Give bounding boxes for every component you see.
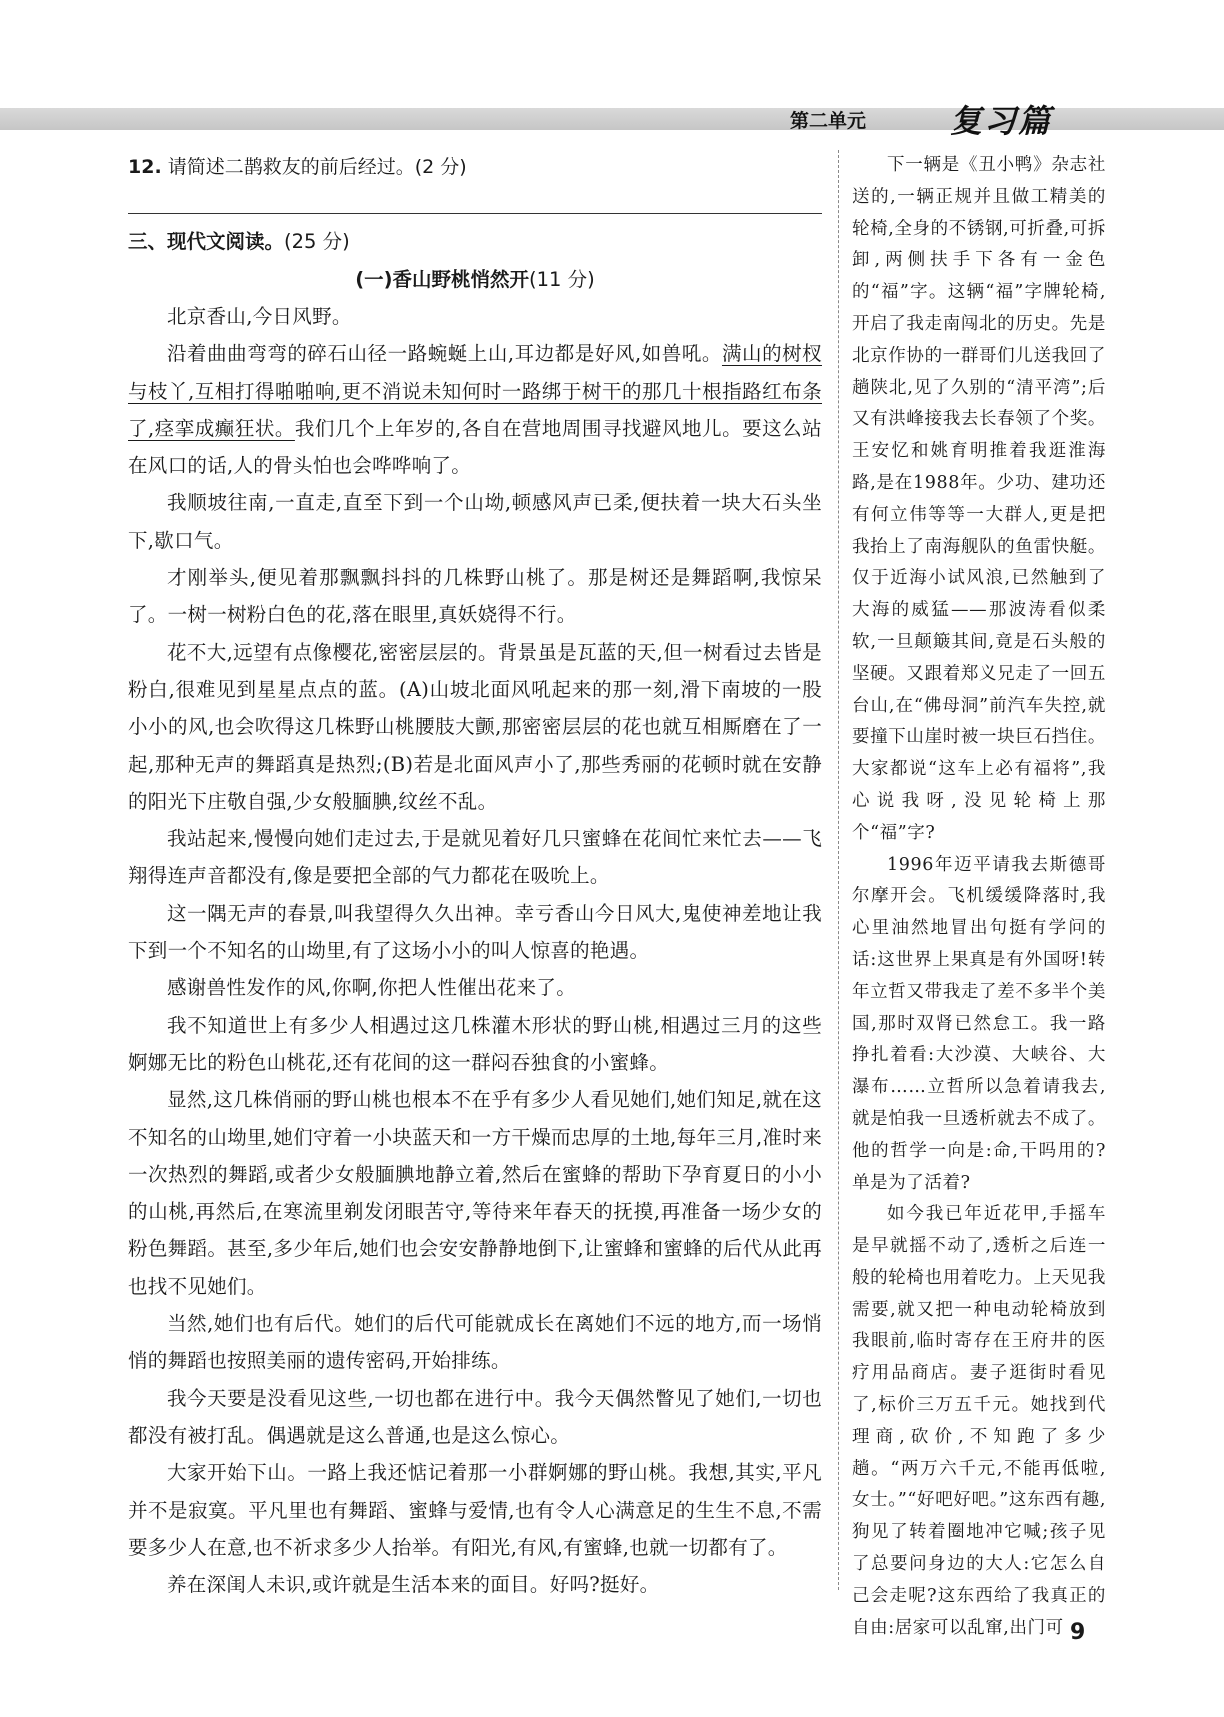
section-heading xyxy=(128,226,822,254)
paragraph-text: 我们几个上年岁的,各自在营地周围寻找避风地儿。要这么站在风口的话,人的骨头怕也会哗哗响了。 xyxy=(128,416,822,478)
passage-paragraph: 我今天要是没看见这些,一切也都在进行中。我今天偶然瞥见了她们,一切也都没有被打乱。偶遇就是这么普通,也是这么惊心。 xyxy=(128,1386,822,1447)
passage-paragraph: 养在深闺人未识,或许就是生活本来的面目。好吗?挺好。 xyxy=(167,1573,660,1597)
underlined-sentence: 满山的树杈与枝丫,互相打得啪啪响,更不消说未知何时一路绑于树干的那几十根指路红布条了,痉挛成癫狂状。 xyxy=(128,342,822,440)
passage-score: (11 分) xyxy=(529,268,595,291)
side-paragraph: 下一辆是《丑小鸭》杂志社送的,一辆正规并且做工精美的轮椅,全身的不锈钢,可折叠,可拆卸,两侧扶手下各有一金色的“福”字。这辆“福”字牌轮椅,开启了我走南闯北的历史。先是北京作协的一群哥们儿送我回了趟陕北,见了久别的“清平湾”;后又有洪峰接我去长春领了个奖。王安忆和姚育明推着我逛淮海路,是在1988年。少功、建功还有何立伟等等一大群人,更是把我抬上了南海舰队的鱼雷快艇。仅于近海小试风浪,已然触到了大海的威猛——那波涛看似柔软,一旦颠簸其间,竟是石头般的坚硬。又跟着郑义兄走了一回五台山,在“佛母洞”前汽车失控,就要撞下山崖时被一块巨石挡住。大家都说“这车上必有福将”,我心说我呀,没见轮椅上那个“福”字? xyxy=(852,155,1106,843)
passage-paragraph: 这一隅无声的春景,叫我望得久久出神。幸亏香山今日风大,鬼使神差地让我下到一个不知名的山坳里,有了这场小小的叫人惊喜的艳遇。 xyxy=(128,901,822,963)
passage-paragraph: 大家开始下山。一路上我还惦记着那一小群婀娜的野山桃。我想,其实,平凡并不是寂寞。平凡里也有舞蹈、蜜蜂与爱情,也有令人心满意足的生生不息,不需要多少人在意,也不祈求多少人抬举。有阳光,有风,有蜜蜂,也就一切都有了。 xyxy=(128,1461,822,1559)
paragraph-text: 沿着曲曲弯弯的碎石山径一路蜿蜒上山,耳边都是好风,如兽吼。 xyxy=(167,342,722,366)
side-paragraph: 1996年迈平请我去斯德哥尔摩开会。飞机缓缓降落时,我心里油然地冒出句挺有学问的话:这世界上果真是有外国呀!转年立哲又带我走了差不多半个美国,那时双肾已然怠工。我一路挣扎着看:大沙漠、大峡谷、大瀑布……立哲所以急着请我去,就是怕我一旦透析就去不成了。他的哲学一向是:命,干吗用的?单是为了活着? xyxy=(852,854,1106,1193)
passage-body xyxy=(128,298,822,1603)
passage-paragraph: 当然,她们也有后代。她们的后代可能就成长在离她们不远的地方,而一场悄悄的舞蹈也按照美丽的遗传密码,开始排练。 xyxy=(128,1312,822,1373)
passage-paragraph: 才刚举头,便见着那飘飘抖抖的几株野山桃了。那是树还是舞蹈啊,我惊呆了。一树一树粉白色的花,落在眼里,真妖娆得不行。 xyxy=(128,566,822,627)
page-number: 9 xyxy=(1070,1620,1086,1645)
passage-title: (一)香山野桃悄然开 xyxy=(355,268,530,291)
section-title: 三、现代文阅读。 xyxy=(128,230,285,253)
passage-heading xyxy=(128,264,822,292)
passage-paragraph xyxy=(128,335,822,484)
passage-paragraph: 我站起来,慢慢向她们走过去,于是就见着好几只蜜蜂在花间忙来忙去——飞翔得连声音都没有,像是要把全部的气力都花在吸吮上。 xyxy=(128,827,822,888)
question-12 xyxy=(128,152,822,179)
answer-line[interactable] xyxy=(128,213,822,214)
passage-paragraph: 我不知道世上有多少人相遇过这几株灌木形状的野山桃,相遇过三月的这些婀娜无比的粉色山桃花,还有花间的这一群闷吞独食的小蜜蜂。 xyxy=(128,1013,822,1074)
unit-label: 第二单元 xyxy=(790,110,867,132)
column-divider xyxy=(838,150,839,1590)
main-column xyxy=(128,148,822,1603)
passage-paragraph: 显然,这几株俏丽的野山桃也根本不在乎有多少人看见她们,她们知足,就在这不知名的山坳里,她们守着一小块蓝天和一方干燥而忠厚的土地,每年三月,准时来一次热烈的舞蹈,或者少女般腼腆地静立着,然后在蜜蜂的帮助下孕育夏日的小小的山桃,再然后,在寒流里剃发闭眼苦守,等待来年春天的抚摸,再准备一场少女的粉色舞蹈。甚至,多少年后,她们也会安安静静地倒下,让蜜蜂和蜜蜂的后代从此再也找不见她们。 xyxy=(128,1088,822,1298)
passage-paragraph: 我顺坡往南,一直走,直至下到一个山坳,顿感风声已柔,便扶着一块大石头坐下,歇口气。 xyxy=(128,491,822,552)
passage-paragraph: 北京香山,今日风野。 xyxy=(167,305,352,328)
passage-paragraph: 花不大,远望有点像樱花,密密层层的。背景虽是瓦蓝的天,但一树看过去皆是粉白,很难见到星星点点的蓝。(A)山坡北面风吼起来的那一刻,滑下南坡的一股小小的风,也会吹得这几株野山桃腰肢大颤,那密密层层的花也就互相厮磨在了一起,那种无声的舞蹈真是热烈;(B)若是北面风声小了,那些秀丽的花顿时就在安静的阳光下庄敬自强,少女般腼腆,纹丝不乱。 xyxy=(128,640,822,813)
question-number: 12. xyxy=(128,156,162,178)
section-score: (25 分) xyxy=(284,230,350,253)
passage-paragraph: 感谢兽性发作的风,你啊,你把人性催出花来了。 xyxy=(167,976,576,1000)
side-column xyxy=(852,150,1106,1644)
section-label: 复习篇 xyxy=(950,102,1053,140)
question-text: 请简述二鹊救友的前后经过。(2 分) xyxy=(167,156,467,178)
side-paragraph: 如今我已年近花甲,手摇车是早就摇不动了,透析之后连一般的轮椅也用着吃力。上天见我需要,就又把一种电动轮椅放到我眼前,临时寄存在王府井的医疗用品商店。妻子逛街时看见了,标价三万五千元。她找到代理商,砍价,不知跑了多少趟。“两万六千元,不能再低啦,女士。”“好吧好吧。”这东西有趣,狗见了转着圈地冲它喊;孩子见了总要问身边的大人:它怎么自己会走呢?这东西给了我真正的自由:居家可以乱窜,出门可 xyxy=(852,1204,1106,1638)
